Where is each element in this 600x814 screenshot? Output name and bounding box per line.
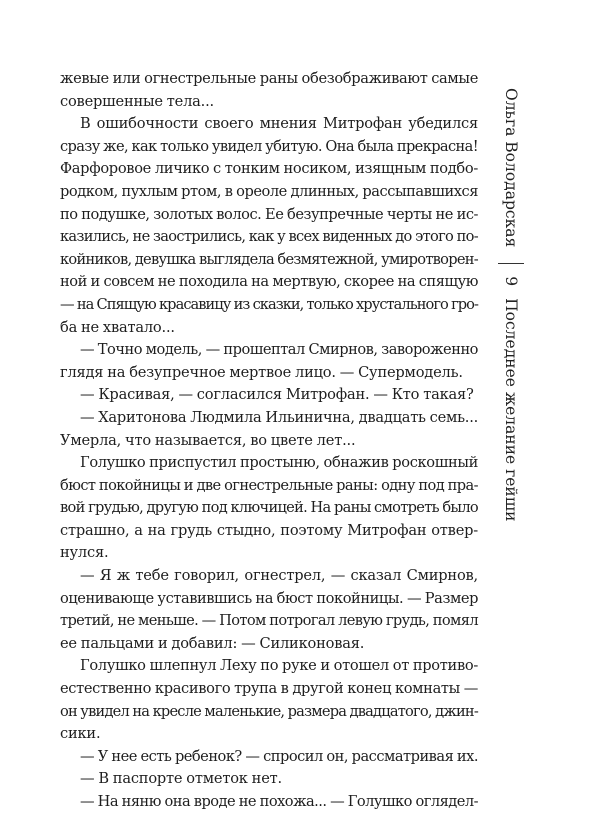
text-line: койников, девушка выглядела безмятежной, умиротворен- <box>60 250 478 268</box>
text-line: оценивающе уставившись на бюст покойницы. — Размер <box>60 589 478 607</box>
text-line: — На няню она вроде не похожа... — Голушко оглядел- <box>80 793 478 810</box>
text-line: — У нее есть ребенок? — спросил он, рассматривая их. <box>80 747 478 765</box>
text-line: казились, не заострились, как у всех виденных до этого по- <box>60 228 478 246</box>
running-head-divider <box>498 263 524 264</box>
text-line: ее пальцами и добавил: — Силиконовая. <box>60 634 365 652</box>
text-line: вой грудью, другую под ключицей. На раны смотреть было <box>60 499 478 517</box>
text-line: третий, не меньше. — Потом потрогал левую грудь, помял <box>60 612 478 630</box>
text-line: — Харитонова Людмила Ильинична, двадцать семь... <box>80 408 478 426</box>
text-line: ной и совсем не походила на мертвую, скорее на спящую <box>60 273 478 291</box>
text-line: — Точно модель, — прошептал Смирнов, завороженно <box>80 341 478 359</box>
running-head <box>498 88 528 688</box>
text-line: сразу же, как только увидел убитую. Она была прекрасна! <box>60 137 478 155</box>
text-line: по подушке, золотых волос. Ее безупречные черты не ис- <box>60 205 478 223</box>
text-line: совершенные тела... <box>60 92 215 110</box>
text-line: жевые или огнестрельные раны обезображивают самые <box>60 70 478 87</box>
text-line: сики. <box>60 725 101 743</box>
text-line: бюст покойницы и две огнестрельные раны: одну под пра- <box>60 476 478 494</box>
text-line: Голушко приспустил простыню, обнажив роскошный <box>80 454 478 472</box>
text-line: страшно, а на грудь стыдно, поэтому Митрофан отвер- <box>60 521 478 539</box>
page-number: 9 <box>502 276 520 287</box>
text-line: Умерла, что называется, во цвете лет... <box>60 431 356 449</box>
text-line: он увидел на кресле маленькие, размера двадцатого, джин- <box>60 702 478 720</box>
text-line: родком, пухлым ртом, в ореоле длинных, рассыпавшихся <box>60 182 478 200</box>
text-line: Голушко шлепнул Леху по руке и отошел от противо- <box>80 657 478 675</box>
text-line: — Красивая, — согласился Митрофан. — Кто такая? <box>80 386 474 404</box>
text-line: В ошибочности своего мнения Митрофан убедился <box>80 115 478 133</box>
text-line: глядя на безупречное мертвое лицо. — Супермодель. <box>60 363 463 381</box>
text-line: ба не хватало... <box>60 318 175 336</box>
body-text <box>60 68 478 814</box>
text-line: естественно красивого трупа в другой конец комнаты — <box>60 680 478 698</box>
text-line: нулся. <box>60 544 109 562</box>
running-head-rotated <box>498 88 524 522</box>
text-line: Фарфоровое личико с тонким носиком, изящным подбо- <box>60 160 478 178</box>
text-line: — Я ж тебе говорил, огнестрел, — сказал Смирнов, <box>80 567 478 585</box>
text-line: — на Спящую красавицу из сказки, только хрустального гро- <box>60 295 478 313</box>
running-head-author: Ольга Володарская <box>502 88 520 248</box>
text-line: — В паспорте отметок нет. <box>80 770 282 788</box>
running-head-book-title: Последнее желание гейши <box>502 298 520 522</box>
